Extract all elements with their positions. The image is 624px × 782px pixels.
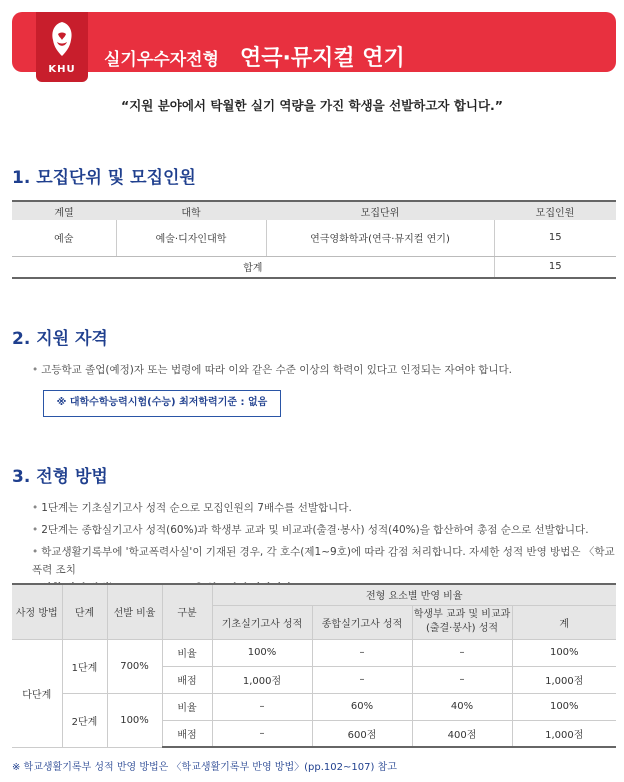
table-header-row [12,584,616,605]
table-row [12,693,616,720]
table-cell: – [412,666,512,693]
type-cell: 배점 [162,666,212,693]
section-3-title: 3. 전형 방법 [12,467,108,487]
selection-method-table [12,583,616,748]
header-subtitle: 실기우수자전형 [104,50,219,70]
col-header: 학생부 교과 및 비교과 (출결·봉사) 성적 [412,605,512,639]
col-header: 선발 비율 [107,584,162,639]
page-header [12,12,616,75]
ratio-cell: 100% [107,693,162,747]
table-row [12,639,616,666]
lion-icon [48,20,76,60]
footnote: ※ 학교생활기록부 성적 반영 방법은 〈학교생활기록부 반영 방법〉(pp.102~107) 참고 [12,762,397,773]
table-cell: 예술·디자인대학 [116,220,266,256]
col-header: 단계 [62,584,107,639]
bullet-text: 학교생활기록부에 '학교폭력사실'이 기재된 경우, 각 호수(제1~9호)에 따라 감점 처리합니다. 자세한 성적 반영 방법은 〈학교폭력 조치 [32,546,615,576]
recruitment-table [12,200,616,279]
total-label: 합계 [12,256,494,278]
section-1-title: 1. 모집단위 및 모집인원 [12,168,196,188]
table-cell: – [212,693,312,720]
minimum-score-notice: ※ 대학수학능력시험(수능) 최저학력기준 : 없음 [43,390,281,417]
table-cell: 100% [212,639,312,666]
table-cell: 1,000점 [212,666,312,693]
table-cell: – [312,666,412,693]
bullet-text: 고등학교 졸업(예정)자 또는 법령에 따라 이와 같은 수준 이상의 학력이 있다고 인정되는 자여야 합니다. [41,364,512,376]
type-cell: 비율 [162,693,212,720]
bullet-icon: • [32,546,39,558]
table-cell: 100% [512,639,616,666]
ratio-cell: 700% [107,639,162,693]
total-value: 15 [494,256,616,278]
table-cell: 100% [512,693,616,720]
table-cell: 60% [312,693,412,720]
table-cell: – [212,720,312,747]
section-2-title: 2. 지원 자격 [12,329,108,349]
col-header-group: 전형 요소별 반영 비율 [212,584,616,605]
logo-text: KHU [48,64,76,75]
type-cell: 배점 [162,720,212,747]
eligibility-bullet [32,361,512,379]
col-header: 계열 [12,201,116,220]
table-cell: 600점 [312,720,412,747]
table-cell: 연극영화학과(연극·뮤지컬 연기) [266,220,494,256]
bullet-icon: • [32,364,39,376]
col-header: 구분 [162,584,212,639]
stage-cell: 1단계 [62,639,107,693]
method-bullet [32,499,352,517]
col-header: 계 [512,605,616,639]
table-cell: 예술 [12,220,116,256]
intro-quote: “지원 분야에서 탁월한 실기 역량을 가진 학생을 선발하고자 합니다.” [120,98,504,113]
col-header: 사정 방법 [12,584,62,639]
table-cell: – [412,639,512,666]
header-title: 연극·뮤지컬 연기 [240,46,405,71]
method-bullet [32,521,589,539]
col-header: 기초실기고사 성적 [212,605,312,639]
table-header-row [12,201,616,220]
table-cell: 40% [412,693,512,720]
col-header: 모집단위 [266,201,494,220]
table-cell: – [312,639,412,666]
stage-cell: 2단계 [62,693,107,747]
bullet-text: 2단계는 종합실기고사 성적(60%)과 학생부 교과 및 비교과(출결·봉사) 성적(40%)을 합산하여 총점 순으로 선발합니다. [41,524,589,536]
bullet-icon: • [32,502,39,514]
col-header: 대학 [116,201,266,220]
col-header: 종합실기고사 성적 [312,605,412,639]
bullet-icon: • [32,524,39,536]
total-row [12,256,616,278]
method-cell: 다단계 [12,639,62,747]
bullet-text: 1단계는 기초실기고사 성적 순으로 모집인원의 7배수를 선발합니다. [41,502,352,514]
type-cell: 비율 [162,639,212,666]
table-cell: 400점 [412,720,512,747]
col-header: 모집인원 [494,201,616,220]
table-cell: 15 [494,220,616,256]
table-row [12,220,616,256]
table-cell: 1,000점 [512,666,616,693]
table-cell: 1,000점 [512,720,616,747]
university-logo [36,12,88,82]
